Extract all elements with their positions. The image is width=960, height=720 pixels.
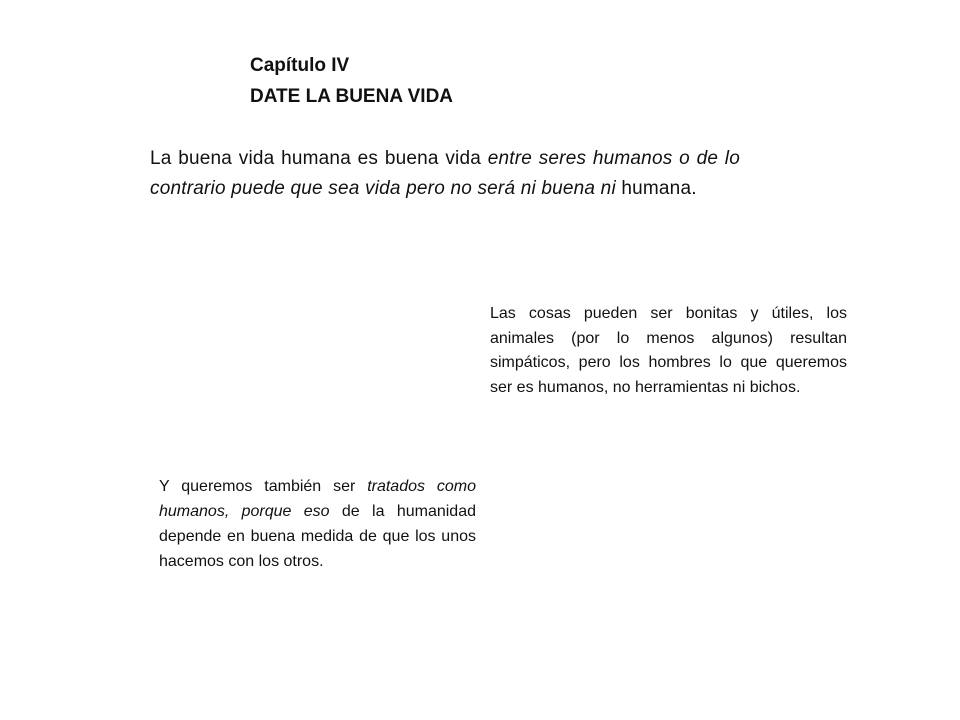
chapter-heading xyxy=(250,50,453,112)
chapter-title: DATE LA BUENA VIDA xyxy=(250,86,454,107)
intro-text-start: La buena vida humana es buena vida xyxy=(150,148,488,169)
right-paragraph: Las cosas pueden ser bonitas y útiles, los animales (por lo menos algunos) resultan simpáticos, pero los hombres lo que queremos ser es humanos, no herramientas ni bichos. xyxy=(490,305,847,396)
left-text-end: de la humanidad depende en buena medida de que los unos hacemos con los otros. xyxy=(159,503,476,570)
left-paragraph xyxy=(159,474,476,574)
chapter-number: Capítulo IV xyxy=(250,55,350,76)
intro-text-italic: entre seres humanos o de lo contrario puede que sea vida pero no será ni buena ni xyxy=(150,148,740,199)
intro-text-end: humana. xyxy=(615,178,697,199)
intro-paragraph xyxy=(150,144,740,204)
left-text-start: Y queremos también ser xyxy=(159,478,368,495)
left-text-italic: tratados como humanos, porque eso xyxy=(159,478,476,520)
